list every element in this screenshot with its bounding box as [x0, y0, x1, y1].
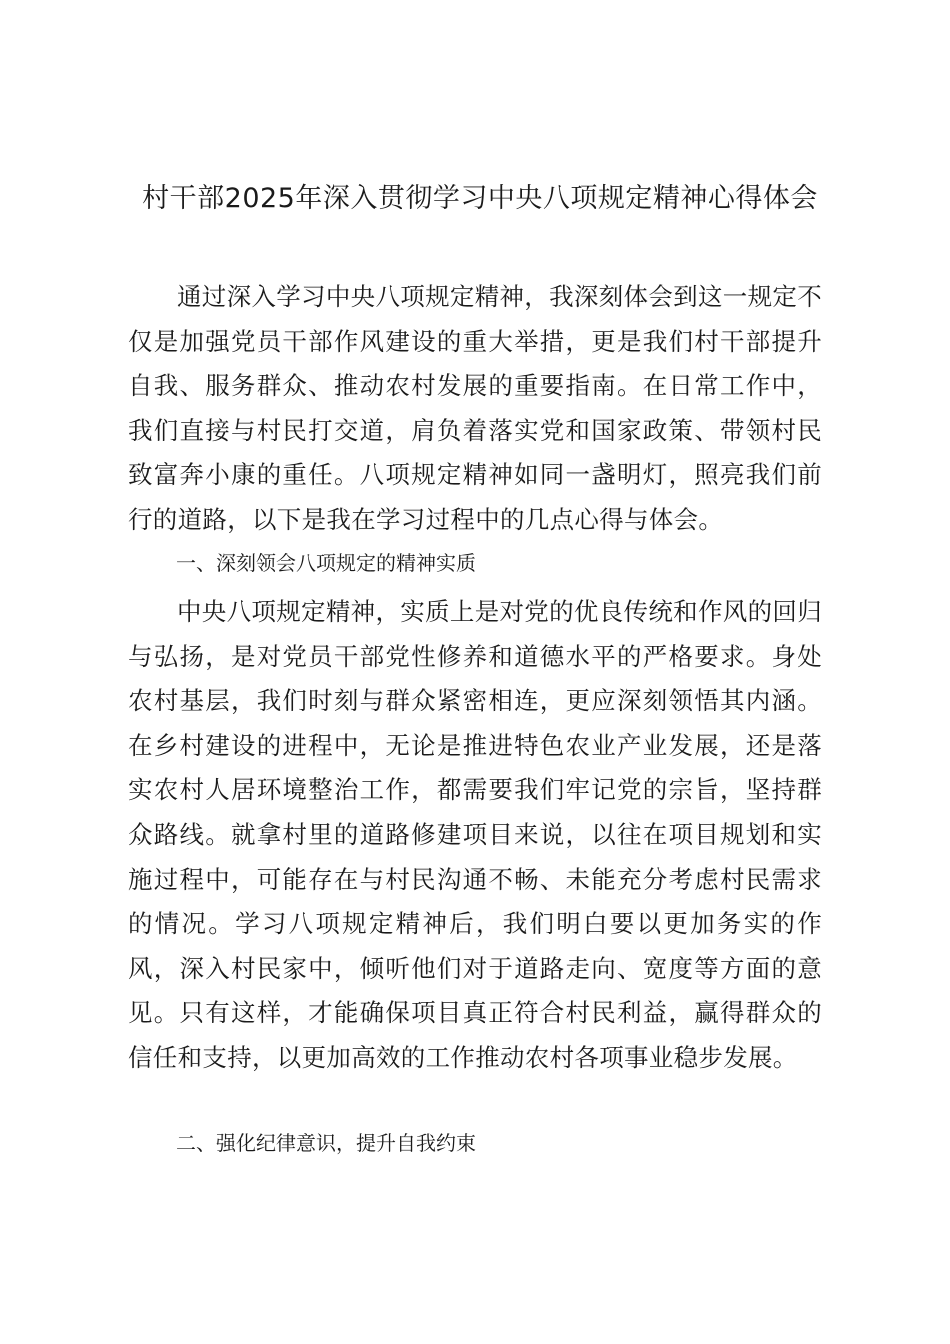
intro-paragraph: 通过深入学习中央八项规定精神，我深刻体会到这一规定不仅是加强党员干部作风建设的重大举措，更是我们村干部提升自我、服务群众、推动农村发展的重要指南。在日常工作中，我们直接与村民打交道，肩负着落实党和国家政策、带领村民致富奔小康的重任。八项规定精神如同一盏明灯，照亮我们前行的道路，以下是我在学习过程中的几点心得与体会。: [128, 282, 822, 534]
section-2-heading: 二、强化纪律意识，提升自我约束: [176, 1131, 476, 1155]
document-title: 村干部2025年深入贯彻学习中央八项规定精神心得体会: [142, 183, 818, 214]
section-1-paragraph: 中央八项规定精神，实质上是对党的优良传统和作风的回归与弘扬，是对党员干部党性修养和道德水平的严格要求。身处农村基层，我们时刻与群众紧密相连，更应深刻领悟其内涵。在乡村建设的进程中，无论是推进特色农业产业发展，还是落实农村人居环境整治工作，都需要我们牢记党的宗旨，坚持群众路线。就拿村里的道路修建项目来说，以往在项目规划和实施过程中，可能存在与村民沟通不畅、未能充分考虑村民需求的情况。学习八项规定精神后，我们明白要以更加务实的作风，深入村民家中，倾听他们对于道路走向、宽度等方面的意见。只有这样，才能确保项目真正符合村民利益，赢得群众的信任和支持，以更加高效的工作推动农村各项事业稳步发展。: [128, 597, 822, 1072]
section-1-heading: 一、深刻领会八项规定的精神实质: [176, 551, 476, 575]
